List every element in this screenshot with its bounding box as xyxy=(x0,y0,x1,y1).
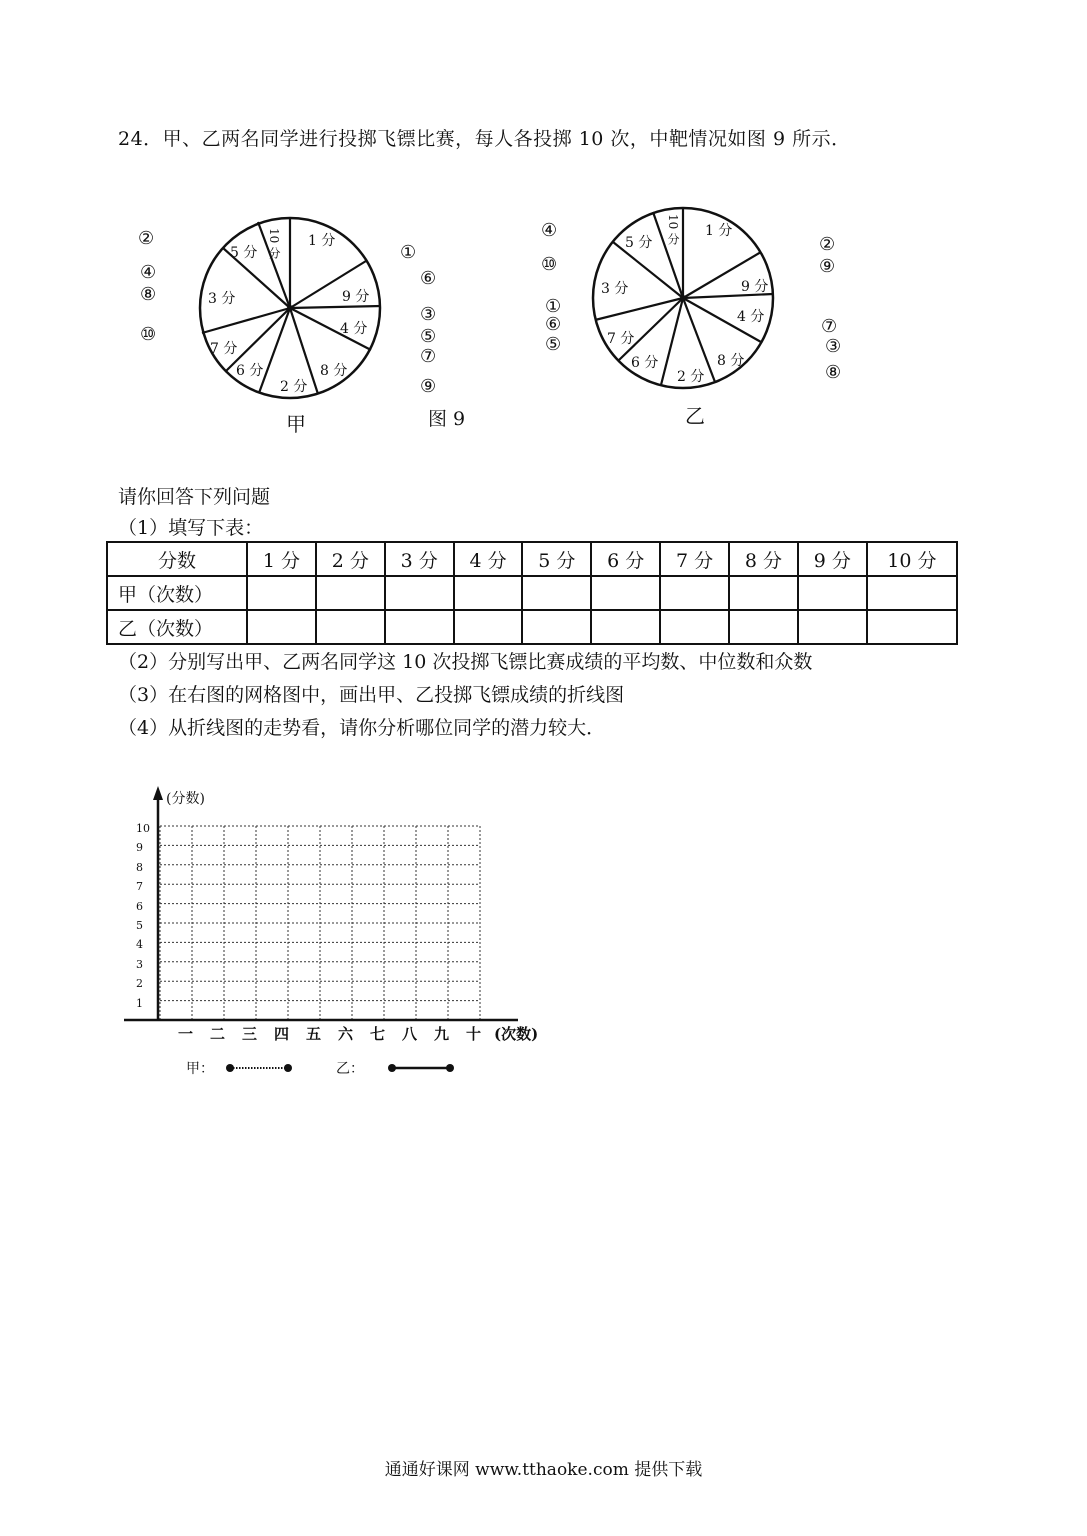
y-axis-label: (分数) xyxy=(166,791,205,807)
sector-label: 4 分 xyxy=(737,309,765,325)
table-cell xyxy=(798,576,867,610)
sector-label: 9 分 xyxy=(342,289,370,305)
sector-label: 10 分 xyxy=(666,214,680,246)
throw-marker: ③ xyxy=(825,336,842,357)
table-cell xyxy=(316,576,385,610)
sector-label: 10 分 xyxy=(267,228,281,260)
throw-marker: ⑨ xyxy=(420,376,437,397)
dartboard-jia-svg xyxy=(130,200,460,435)
legend-dot xyxy=(446,1064,454,1072)
x-axis-label: (次数) xyxy=(494,1025,539,1043)
table-cell xyxy=(522,576,591,610)
sector-label: 8 分 xyxy=(320,363,348,379)
sub-question-4: （4）从折线图的走势看，请你分析哪位同学的潜力较大． xyxy=(118,717,606,739)
y-tick-label: 4 xyxy=(136,938,143,952)
throw-marker: ⑩ xyxy=(541,254,558,275)
sector-label: 5 分 xyxy=(625,235,653,251)
legend-dot xyxy=(388,1064,396,1072)
table-cell xyxy=(454,610,523,644)
dartboard-label: 乙 xyxy=(685,404,705,428)
dartboard-yi xyxy=(535,200,865,435)
x-tick-label: 三 xyxy=(242,1025,258,1043)
x-tick-label: 七 xyxy=(370,1025,386,1043)
sector-label: 8 分 xyxy=(717,353,745,369)
table-cell xyxy=(247,576,316,610)
table-cell xyxy=(660,576,729,610)
dartboard-yi-board xyxy=(593,208,773,388)
table-cell xyxy=(385,576,454,610)
x-tick-label: 五 xyxy=(306,1025,322,1043)
y-tick-label: 8 xyxy=(136,860,143,874)
table-cell xyxy=(385,610,454,644)
sub-question-1: （1）填写下表： xyxy=(118,517,264,539)
throw-marker: ⑧ xyxy=(825,362,842,383)
sector-label: 2 分 xyxy=(280,379,308,395)
table-row-label: 乙（次数） xyxy=(107,610,247,644)
y-tick-label: 2 xyxy=(136,977,143,991)
x-tick-label: 一 xyxy=(178,1025,194,1043)
throw-marker: ⑥ xyxy=(420,268,437,289)
y-tick-label: 7 xyxy=(136,880,143,894)
x-tick-label: 二 xyxy=(210,1025,226,1043)
throw-marker: ⑤ xyxy=(420,326,437,347)
table-header-cell: 4 分 xyxy=(454,542,523,576)
throw-marker: ② xyxy=(819,234,836,255)
sector-label: 3 分 xyxy=(601,281,629,297)
y-tick-label: 10 xyxy=(136,822,150,835)
answer-prompt: 请你回答下列问题 xyxy=(118,486,271,508)
throw-marker: ⑦ xyxy=(821,316,838,337)
sector-label: 4 分 xyxy=(340,321,368,337)
table-header-cell: 3 分 xyxy=(385,542,454,576)
throw-marker: ⑦ xyxy=(420,346,437,367)
throw-marker: ⑩ xyxy=(140,324,157,345)
sector-label: 5 分 xyxy=(230,245,258,261)
throw-marker: ⑧ xyxy=(140,284,157,305)
x-tick-label: 九 xyxy=(434,1025,450,1043)
table-header-cell: 9 分 xyxy=(798,542,867,576)
y-tick-label: 1 xyxy=(136,996,143,1010)
sector-label: 1 分 xyxy=(308,233,336,249)
table-cell xyxy=(247,610,316,644)
throw-marker: ② xyxy=(138,228,155,249)
sector-label: 6 分 xyxy=(236,363,264,379)
table-header-cell: 5 分 xyxy=(522,542,591,576)
throw-marker: ① xyxy=(545,296,562,317)
table-header-cell: 2 分 xyxy=(316,542,385,576)
throw-marker: ④ xyxy=(140,262,157,283)
table-header-cell: 8 分 xyxy=(729,542,798,576)
table-row-label: 甲（次数） xyxy=(107,576,247,610)
figure-caption: 图 9 xyxy=(428,408,466,430)
legend-yi-label: 乙： xyxy=(336,1061,364,1077)
x-tick-label: 八 xyxy=(402,1025,418,1043)
table-cell xyxy=(522,610,591,644)
sector-label: 6 分 xyxy=(631,355,659,371)
dartboard-jia xyxy=(130,200,460,435)
sector-label: 2 分 xyxy=(677,369,705,385)
throw-marker: ④ xyxy=(541,220,558,241)
sub-question-3: （3）在右图的网格图中，画出甲、乙投掷飞镖成绩的折线图 xyxy=(118,684,625,706)
sector-label: 7 分 xyxy=(210,341,238,357)
question-title: 24．甲、乙两名同学进行投掷飞镖比赛，每人各投掷 10 次，中靶情况如图 9 所示． xyxy=(118,128,851,150)
throw-marker: ⑨ xyxy=(819,256,836,277)
table-cell xyxy=(729,576,798,610)
table-cell xyxy=(660,610,729,644)
table-header-cell: 分数 xyxy=(107,542,247,576)
legend-jia-label: 甲： xyxy=(186,1061,214,1077)
throw-marker: ⑥ xyxy=(545,314,562,335)
table-cell xyxy=(316,610,385,644)
table-cell xyxy=(454,576,523,610)
x-tick-label: 四 xyxy=(274,1025,290,1043)
x-tick-label: 十 xyxy=(466,1025,482,1043)
table-cell xyxy=(729,610,798,644)
grid-chart xyxy=(110,780,570,1080)
throw-marker: ③ xyxy=(420,304,437,325)
table-row xyxy=(107,610,957,644)
table-header-cell: 10 分 xyxy=(867,542,957,576)
table-header-cell: 7 分 xyxy=(660,542,729,576)
legend-dot xyxy=(226,1064,234,1072)
legend-dot xyxy=(284,1064,292,1072)
throw-marker: ① xyxy=(400,242,417,263)
y-tick-label: 3 xyxy=(136,957,143,971)
x-tick-label: 六 xyxy=(338,1025,354,1043)
table-cell xyxy=(591,576,660,610)
grid-lines xyxy=(160,826,480,1020)
table-cell xyxy=(591,610,660,644)
table-header-cell: 6 分 xyxy=(591,542,660,576)
sector-label: 7 分 xyxy=(607,331,635,347)
sub-question-2: （2）分别写出甲、乙两名同学这 10 次投掷飞镖比赛成绩的平均数、中位数和众数 xyxy=(118,651,813,673)
table-cell xyxy=(867,576,957,610)
sector-label: 1 分 xyxy=(705,223,733,239)
table-row xyxy=(107,576,957,610)
table-header-row xyxy=(107,542,957,576)
footer-credit: 通通好课网 www.tthaoke.com 提供下载 xyxy=(384,1460,703,1480)
table-cell xyxy=(867,610,957,644)
table-header-cell: 1 分 xyxy=(247,542,316,576)
y-axis-arrow-icon xyxy=(153,786,163,800)
dartboard-jia-board xyxy=(200,218,381,398)
sector-label: 9 分 xyxy=(741,279,769,295)
y-tick-label: 6 xyxy=(136,899,143,913)
table-cell xyxy=(798,610,867,644)
dartboard-label: 甲 xyxy=(286,412,306,436)
y-tick-label: 5 xyxy=(136,919,143,932)
sector-label: 3 分 xyxy=(208,291,236,307)
y-tick-label: 9 xyxy=(136,841,143,855)
score-table xyxy=(106,541,958,645)
throw-marker: ⑤ xyxy=(545,334,562,355)
